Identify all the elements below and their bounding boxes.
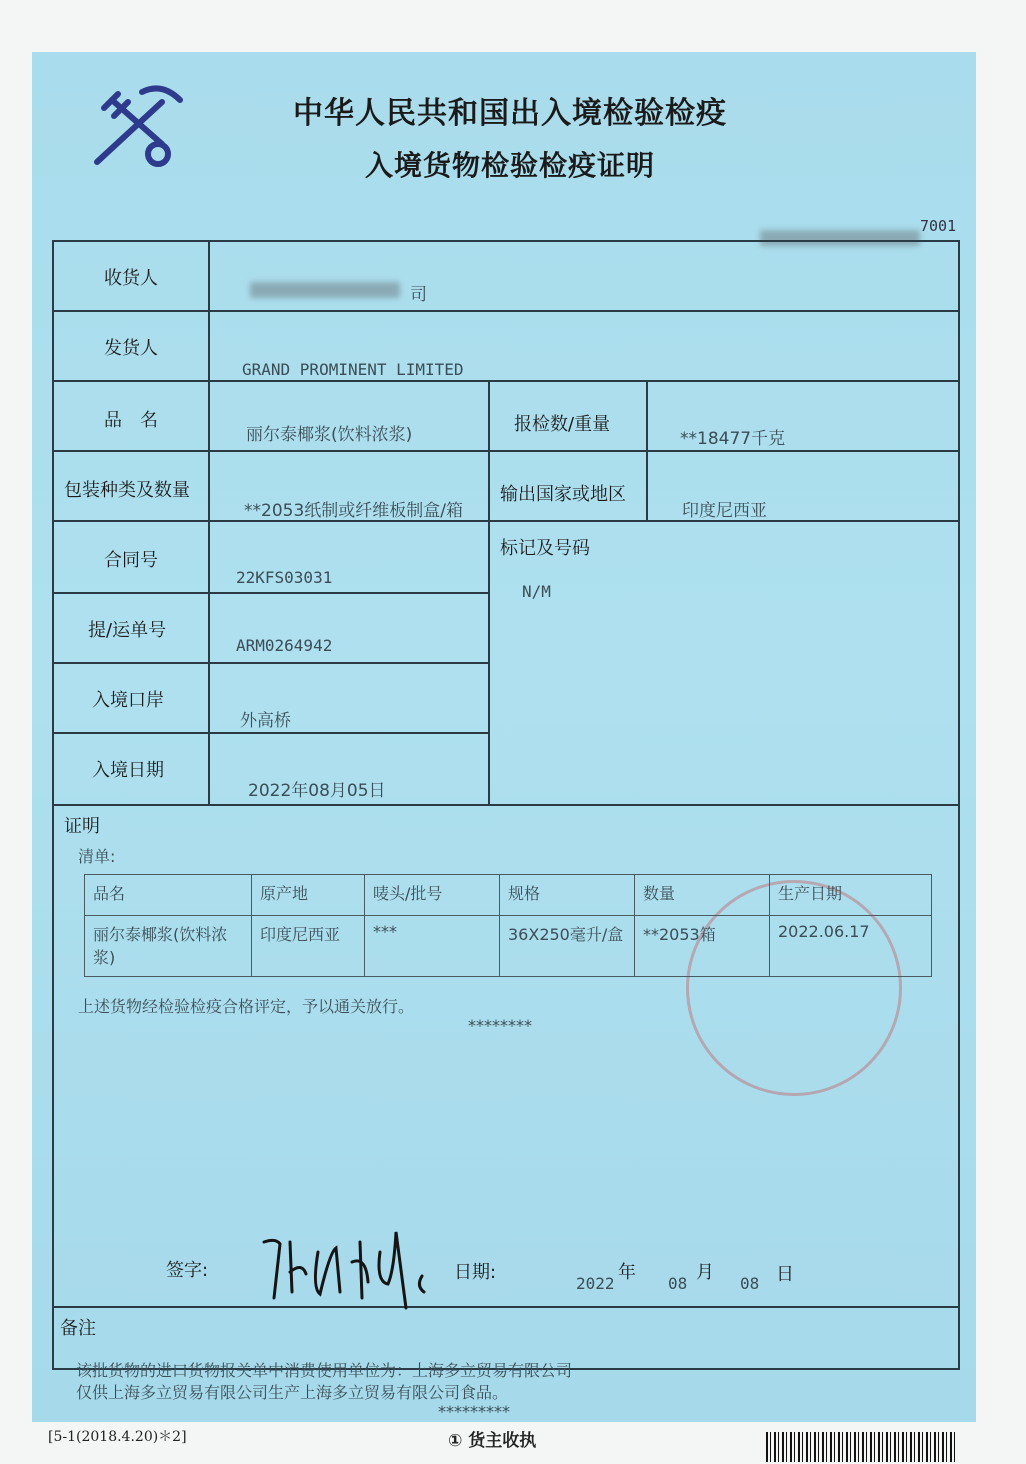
cell-origin: 印度尼西亚 <box>252 916 365 977</box>
consignee-value-suffix: 司 <box>410 285 427 305</box>
goods-list-table <box>84 874 932 977</box>
quantity-value: **18477千克 <box>680 429 786 449</box>
redacted-cert-number <box>760 230 920 246</box>
marks-value: N/M <box>522 582 551 601</box>
column-header: 品名 <box>85 875 252 916</box>
month-unit: 月 <box>696 1262 714 1283</box>
cert-number-suffix: 7001 <box>920 217 957 235</box>
copy-label: ① 货主收执 <box>448 1431 537 1451</box>
packing-value: **2053纸制或纤维板制盒/箱 <box>244 501 463 521</box>
cell-quantity: **2053箱 <box>635 916 770 977</box>
product-label: 品 名 <box>104 410 158 431</box>
grid-line <box>52 240 54 806</box>
entry-port-value: 外高桥 <box>240 711 291 731</box>
packing-label: 包装种类及数量 <box>64 480 190 501</box>
grid-line <box>52 592 488 594</box>
quantity-label: 报检数/重量 <box>514 414 611 435</box>
cell-product: 丽尔泰椰浆(饮料浓浆) <box>85 916 252 977</box>
grid-line <box>52 240 960 242</box>
contract-value: 22KFS03031 <box>236 568 333 587</box>
inspection-emblem-icon <box>92 82 192 172</box>
certification-statement: 上述货物经检验检疫合格评定，予以通关放行。 <box>78 997 415 1016</box>
cell-mark: *** <box>365 916 500 977</box>
consignee-label: 收货人 <box>104 268 158 289</box>
form-code: [5-1(2018.4.20)＊2] <box>48 1429 187 1445</box>
cell-production-date: 2022.06.17 <box>770 916 932 977</box>
origin-country-value: 印度尼西亚 <box>682 501 767 521</box>
marks-label: 标记及号码 <box>500 538 590 559</box>
redacted-consignee <box>250 282 400 298</box>
column-header: 唛头/批号 <box>365 875 500 916</box>
barcode <box>766 1432 958 1462</box>
consignor-value: GRAND PROMINENT LIMITED <box>242 360 464 379</box>
document-title-line1: 中华人民共和国出入境检验检疫 <box>293 96 727 131</box>
entry-date-label: 入境日期 <box>92 760 164 781</box>
column-header: 原产地 <box>252 875 365 916</box>
year-unit: 年 <box>618 1262 636 1283</box>
grid-line <box>52 310 960 312</box>
grid-line <box>52 1306 960 1308</box>
document-title-line2: 入境货物检验检疫证明 <box>364 149 655 182</box>
column-header: 规格 <box>500 875 635 916</box>
day-unit: 日 <box>776 1264 794 1285</box>
entry-date-value: 2022年08月05日 <box>248 781 386 801</box>
bill-of-lading-value: ARM0264942 <box>236 636 333 655</box>
certification-label: 证明 <box>64 816 100 837</box>
contract-label: 合同号 <box>104 550 158 571</box>
grid-line <box>52 380 960 382</box>
signature-date-label: 日期: <box>454 1262 497 1283</box>
remarks-line2: 仅供上海多立贸易有限公司生产上海多立贸易有限公司食品。 <box>76 1383 509 1402</box>
list-label: 清单: <box>78 847 116 866</box>
grid-line <box>208 240 210 806</box>
signature-year: 2022 <box>576 1274 615 1293</box>
certificate-sheet <box>32 52 976 1422</box>
grid-line <box>52 520 960 522</box>
handwritten-signature <box>256 1212 436 1312</box>
grid-line <box>52 732 488 734</box>
grid-line <box>646 380 648 522</box>
certification-stars: ******** <box>468 1016 532 1035</box>
signature-label: 签字: <box>166 1260 209 1281</box>
column-header: 数量 <box>635 875 770 916</box>
cell-spec: 36X250毫升/盒 <box>500 916 635 977</box>
remarks-label: 备注 <box>60 1318 96 1339</box>
table-row <box>85 916 932 977</box>
signature-month: 08 <box>668 1274 688 1293</box>
remarks-line1: 该批货物的进口货物报关单中消费使用单位为：上海多立贸易有限公司 <box>76 1361 573 1380</box>
grid-line <box>52 450 960 452</box>
bill-of-lading-label: 提/运单号 <box>88 620 167 641</box>
product-value: 丽尔泰椰浆(饮料浓浆) <box>246 425 413 445</box>
grid-line <box>52 804 960 806</box>
signature-day: 08 <box>740 1274 760 1293</box>
grid-line <box>52 662 488 664</box>
entry-port-label: 入境口岸 <box>92 690 164 711</box>
grid-line <box>52 806 54 1370</box>
origin-country-label: 输出国家或地区 <box>500 484 626 505</box>
column-header: 生产日期 <box>770 875 932 916</box>
consignor-label: 发货人 <box>104 338 158 359</box>
grid-line <box>488 380 490 806</box>
remarks-stars: ********* <box>438 1402 510 1421</box>
